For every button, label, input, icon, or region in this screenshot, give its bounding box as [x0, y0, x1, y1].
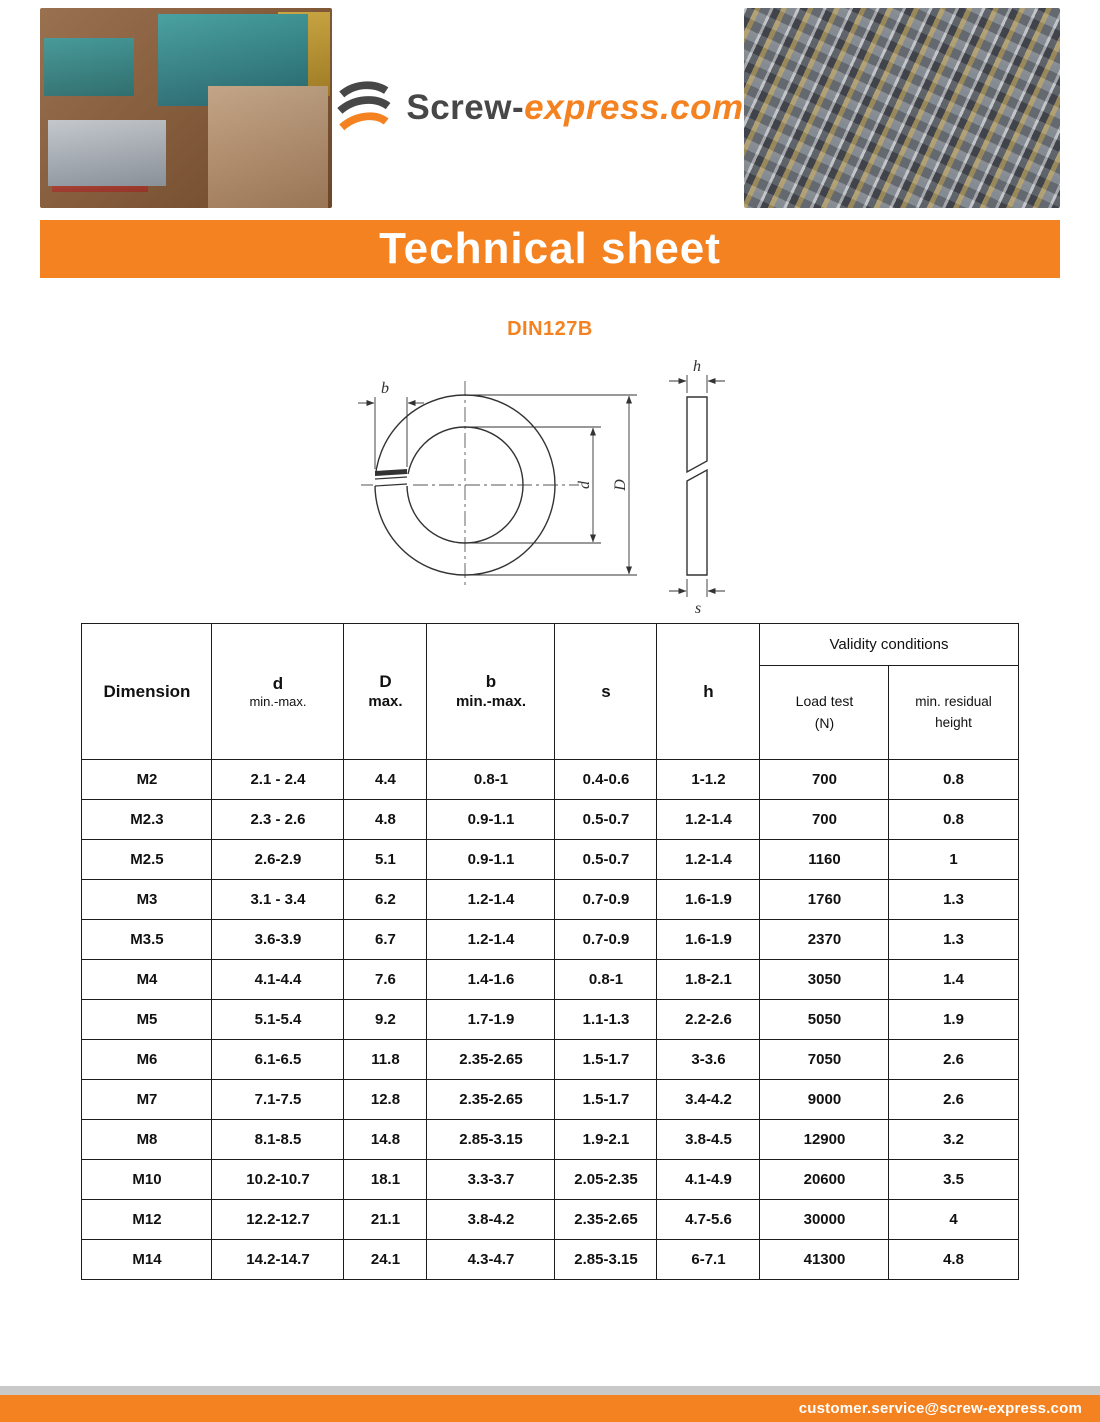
value-cell: 4.8	[889, 1240, 1018, 1280]
value-cell: 0.8-1	[555, 960, 657, 1000]
technical-drawing	[0, 345, 1100, 617]
value-cell: 1.5-1.7	[555, 1080, 657, 1120]
value-cell: 700	[760, 760, 889, 800]
value-cell: 1.6-1.9	[657, 880, 760, 920]
dimension-cell: M2.5	[82, 840, 212, 880]
logo-zone	[332, 8, 744, 208]
value-cell: 1.2-1.4	[427, 880, 555, 920]
value-cell: 18.1	[344, 1160, 427, 1200]
value-cell: 2.05-2.35	[555, 1160, 657, 1200]
value-cell: 4.1-4.4	[212, 960, 344, 1000]
col-header-dimension-label: Dimension	[103, 681, 191, 701]
dimension-cell: M7	[82, 1080, 212, 1120]
logo-prefix: Screw-	[406, 88, 525, 127]
value-cell: 1.9	[889, 1000, 1018, 1040]
col-header-h	[657, 624, 760, 760]
dimension-cell: M10	[82, 1160, 212, 1200]
value-cell: 2.35-2.65	[555, 1200, 657, 1240]
value-cell: 1.7-1.9	[427, 1000, 555, 1040]
table-row	[82, 1200, 1018, 1240]
value-cell: 12900	[760, 1120, 889, 1160]
value-cell: 3.2	[889, 1120, 1018, 1160]
value-cell: 5050	[760, 1000, 889, 1040]
value-cell: 6-7.1	[657, 1240, 760, 1280]
col-header-residual	[889, 666, 1018, 760]
load-test-line1: Load test	[795, 692, 854, 709]
value-cell: 9.2	[344, 1000, 427, 1040]
value-cell: 11.8	[344, 1040, 427, 1080]
footer-email: customer.service@screw-express.com	[798, 1400, 1082, 1417]
value-cell: 1.5-1.7	[555, 1040, 657, 1080]
col-header-d	[212, 624, 344, 760]
table-row	[82, 1160, 1018, 1200]
value-cell: 2.35-2.65	[427, 1040, 555, 1080]
value-cell: 30000	[760, 1200, 889, 1240]
value-cell: 3050	[760, 960, 889, 1000]
value-cell: 2.85-3.15	[555, 1240, 657, 1280]
value-cell: 7.1-7.5	[212, 1080, 344, 1120]
value-cell: 4.8	[344, 800, 427, 840]
value-cell: 1760	[760, 880, 889, 920]
table-row	[82, 960, 1018, 1000]
value-cell: 12.2-12.7	[212, 1200, 344, 1240]
value-cell: 0.9-1.1	[427, 800, 555, 840]
logo-text	[406, 88, 743, 128]
table-row	[82, 880, 1018, 920]
value-cell: 1	[889, 840, 1018, 880]
dimension-cell: M3	[82, 880, 212, 920]
value-cell: 0.8	[889, 760, 1018, 800]
dimension-cell: M5	[82, 1000, 212, 1040]
value-cell: 3.4-4.2	[657, 1080, 760, 1120]
value-cell: 1.3	[889, 920, 1018, 960]
value-cell: 2.1 - 2.4	[212, 760, 344, 800]
value-cell: 41300	[760, 1240, 889, 1280]
col-header-load-test	[760, 666, 889, 760]
table-section	[0, 623, 1100, 1280]
din-standard-title: DIN127B	[507, 318, 593, 340]
value-cell: 2370	[760, 920, 889, 960]
header	[40, 8, 1060, 208]
value-cell: 2.35-2.65	[427, 1080, 555, 1120]
table-row	[82, 1000, 1018, 1040]
banner	[40, 220, 1060, 278]
table-body	[82, 760, 1018, 1280]
footer-bar	[0, 1395, 1100, 1422]
value-cell: 10.2-10.7	[212, 1160, 344, 1200]
col-header-b	[427, 624, 555, 760]
value-cell: 2.6	[889, 1080, 1018, 1120]
value-cell: 0.9-1.1	[427, 840, 555, 880]
dimension-cell: M2.3	[82, 800, 212, 840]
value-cell: 4.1-4.9	[657, 1160, 760, 1200]
value-cell: 0.4-0.6	[555, 760, 657, 800]
value-cell: 2.85-3.15	[427, 1120, 555, 1160]
brand-logo	[332, 80, 743, 136]
value-cell: 7050	[760, 1040, 889, 1080]
dim-label-D: D	[612, 479, 629, 491]
dimension-cell: M2	[82, 760, 212, 800]
dimension-cell: M12	[82, 1200, 212, 1240]
value-cell: 1.4	[889, 960, 1018, 1000]
value-cell: 0.8	[889, 800, 1018, 840]
validity-label: Validity conditions	[829, 636, 949, 653]
value-cell: 1.4-1.6	[427, 960, 555, 1000]
value-cell: 9000	[760, 1080, 889, 1120]
table-row	[82, 760, 1018, 800]
col-header-h-label: h	[703, 681, 714, 701]
value-cell: 2.6	[889, 1040, 1018, 1080]
value-cell: 0.5-0.7	[555, 800, 657, 840]
table-row	[82, 1120, 1018, 1160]
washer-drawing	[315, 345, 785, 617]
value-cell: 3.1 - 3.4	[212, 880, 344, 920]
value-cell: 4.3-4.7	[427, 1240, 555, 1280]
value-cell: 24.1	[344, 1240, 427, 1280]
value-cell: 1160	[760, 840, 889, 880]
value-cell: 0.8-1	[427, 760, 555, 800]
col-header-s-label: s	[601, 681, 611, 701]
col-header-d-main: d	[272, 673, 284, 693]
value-cell: 14.8	[344, 1120, 427, 1160]
value-cell: 2.3 - 2.6	[212, 800, 344, 840]
residual-line2: height	[935, 714, 972, 730]
dimension-cell: M4	[82, 960, 212, 1000]
col-header-b-main: b	[485, 672, 497, 692]
dim-label-b: b	[381, 380, 389, 397]
value-cell: 0.5-0.7	[555, 840, 657, 880]
col-header-D	[344, 624, 427, 760]
table-row	[82, 920, 1018, 960]
footer-gray-strip	[0, 1386, 1100, 1395]
value-cell: 4.7-5.6	[657, 1200, 760, 1240]
footer	[0, 1386, 1100, 1422]
value-cell: 6.2	[344, 880, 427, 920]
table-row	[82, 800, 1018, 840]
header-row-top	[82, 624, 1018, 666]
value-cell: 1.6-1.9	[657, 920, 760, 960]
dim-label-s: s	[694, 600, 702, 617]
value-cell: 3.6-3.9	[212, 920, 344, 960]
dimension-cell: M14	[82, 1240, 212, 1280]
table-row	[82, 1240, 1018, 1280]
value-cell: 5.1-5.4	[212, 1000, 344, 1040]
logo-suffix: express.com	[524, 88, 744, 127]
dimension-cell: M8	[82, 1120, 212, 1160]
table-row	[82, 840, 1018, 880]
value-cell: 6.1-6.5	[212, 1040, 344, 1080]
value-cell: 1.2-1.4	[657, 800, 760, 840]
col-header-d-sub: min.-max.	[249, 694, 307, 709]
col-header-validity	[760, 624, 1018, 666]
value-cell: 1.9-2.1	[555, 1120, 657, 1160]
banner-title: Technical sheet	[379, 224, 721, 273]
value-cell: 700	[760, 800, 889, 840]
value-cell: 20600	[760, 1160, 889, 1200]
value-cell: 3-3.6	[657, 1040, 760, 1080]
value-cell: 0.7-0.9	[555, 880, 657, 920]
dimension-table	[81, 623, 1018, 1280]
value-cell: 4.4	[344, 760, 427, 800]
value-cell: 3.8-4.5	[657, 1120, 760, 1160]
value-cell: 1-1.2	[657, 760, 760, 800]
col-header-b-sub: min.-max.	[455, 693, 526, 711]
value-cell: 4	[889, 1200, 1018, 1240]
value-cell: 1.8-2.1	[657, 960, 760, 1000]
value-cell: 3.3-3.7	[427, 1160, 555, 1200]
value-cell: 3.8-4.2	[427, 1200, 555, 1240]
load-test-line2: (N)	[814, 714, 835, 731]
value-cell: 6.7	[344, 920, 427, 960]
value-cell: 5.1	[344, 840, 427, 880]
col-header-s	[555, 624, 657, 760]
value-cell: 1.2-1.4	[657, 840, 760, 880]
header-photo-workbench	[40, 8, 332, 208]
value-cell: 12.8	[344, 1080, 427, 1120]
dimension-cell: M3.5	[82, 920, 212, 960]
dim-label-h: h	[693, 358, 701, 375]
value-cell: 2.6-2.9	[212, 840, 344, 880]
col-header-dimension	[82, 624, 212, 760]
value-cell: 21.1	[344, 1200, 427, 1240]
table-row	[82, 1040, 1018, 1080]
value-cell: 1.1-1.3	[555, 1000, 657, 1040]
value-cell: 0.7-0.9	[555, 920, 657, 960]
dimension-cell: M6	[82, 1040, 212, 1080]
value-cell: 3.5	[889, 1160, 1018, 1200]
header-photo-screws	[744, 8, 1060, 208]
value-cell: 1.2-1.4	[427, 920, 555, 960]
value-cell: 14.2-14.7	[212, 1240, 344, 1280]
table-row	[82, 1080, 1018, 1120]
screw-logo-icon	[332, 80, 394, 136]
value-cell: 7.6	[344, 960, 427, 1000]
value-cell: 2.2-2.6	[657, 1000, 760, 1040]
value-cell: 8.1-8.5	[212, 1120, 344, 1160]
residual-line1: min. residual	[915, 693, 992, 709]
col-header-D-sub: max.	[368, 693, 403, 711]
value-cell: 1.3	[889, 880, 1018, 920]
col-header-D-main: D	[379, 672, 392, 692]
dim-label-d: d	[576, 481, 593, 489]
